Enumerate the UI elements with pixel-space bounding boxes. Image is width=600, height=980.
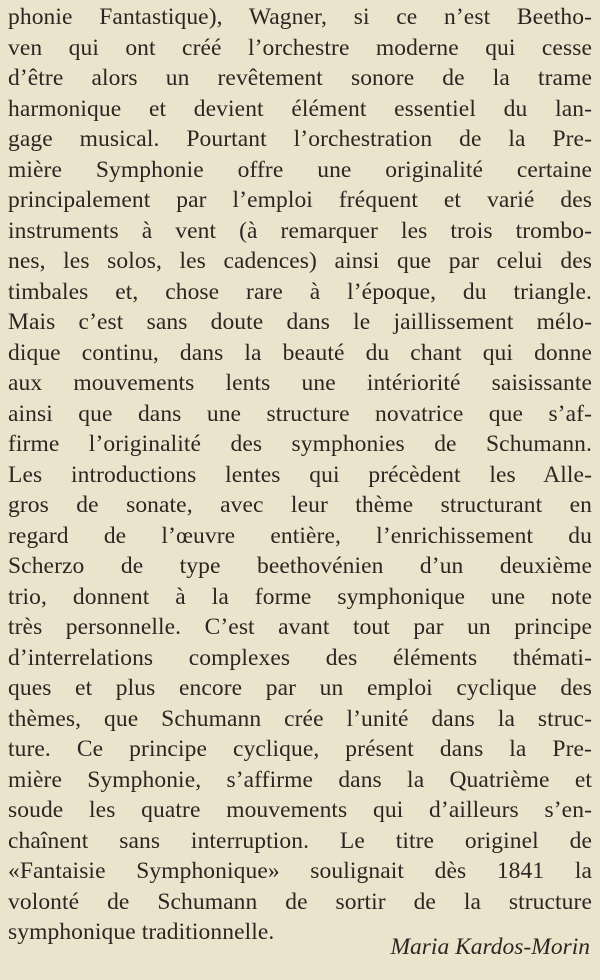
text-line: mière Symphonie offre une originalité certaine xyxy=(8,156,592,183)
text-line: gros de sonate, avec leur thème structurant en xyxy=(8,492,592,518)
text-line: ven qui ont créé l’orchestre moderne qui cesse xyxy=(8,34,592,61)
text-line: timbales et, chose rare à l’époque, du triangle. xyxy=(8,278,592,305)
text-line: ainsi que dans une structure novatrice que s’af- xyxy=(8,400,592,427)
text-line: Les introductions lentes qui précèdent les Alle- xyxy=(8,461,592,488)
text-line: principalement par l’emploi fréquent et varié des xyxy=(8,187,592,213)
text-line: volonté de Schumann de sortir de la structure xyxy=(8,888,592,915)
text-line: Scherzo de type beethovénien d’un deuxième xyxy=(8,553,592,579)
body-text xyxy=(8,2,592,948)
text-line: dique continu, dans la beauté du chant qui donne xyxy=(8,339,592,366)
text-line: chaînent sans interruption. Le titre originel de xyxy=(8,827,592,854)
text-line: Mais c’est sans doute dans le jaillissement mélo- xyxy=(8,309,592,335)
text-line: d’être alors un revêtement sonore de la trame xyxy=(8,65,592,91)
text-line: nes, les solos, les cadences) ainsi que par celui des xyxy=(8,248,592,274)
author-signature: Maria Kardos-Morin xyxy=(390,934,590,960)
text-line: soude les quatre mouvements qui d’ailleurs s’en- xyxy=(8,797,592,823)
text-line: firme l’originalité des symphonies de Schumann. xyxy=(8,431,592,457)
text-line: gage musical. Pourtant l’orchestration de la Pre- xyxy=(8,126,592,152)
text-line: très personnelle. C’est avant tout par un principe xyxy=(8,614,592,640)
text-line: symphonique traditionnelle. xyxy=(8,919,275,945)
text-line: regard de l’œuvre entière, l’enrichissement du xyxy=(8,522,592,549)
text-line: d’interrelations complexes des éléments thémati- xyxy=(8,644,592,671)
text-line: ques et plus encore par un emploi cyclique des xyxy=(8,675,592,701)
text-line: «Fantaisie Symphonique» soulignait dès 1841 la xyxy=(8,858,592,884)
text-line: harmonique et devient élément essentiel du lan- xyxy=(8,95,592,122)
text-line: thèmes, que Schumann crée l’unité dans la struc- xyxy=(8,705,592,732)
text-line: ture. Ce principe cyclique, présent dans la Pre- xyxy=(8,736,592,762)
text-line: trio, donnent à la forme symphonique une note xyxy=(8,583,592,610)
text-line: aux mouvements lents une intériorité saisissante xyxy=(8,370,592,396)
text-line: phonie Fantastique), Wagner, si ce n’est Beetho- xyxy=(8,4,592,30)
text-line: mière Symphonie, s’affirme dans la Quatrième et xyxy=(8,766,592,793)
text-line: instruments à vent (à remarquer les trois trombo- xyxy=(8,217,592,244)
